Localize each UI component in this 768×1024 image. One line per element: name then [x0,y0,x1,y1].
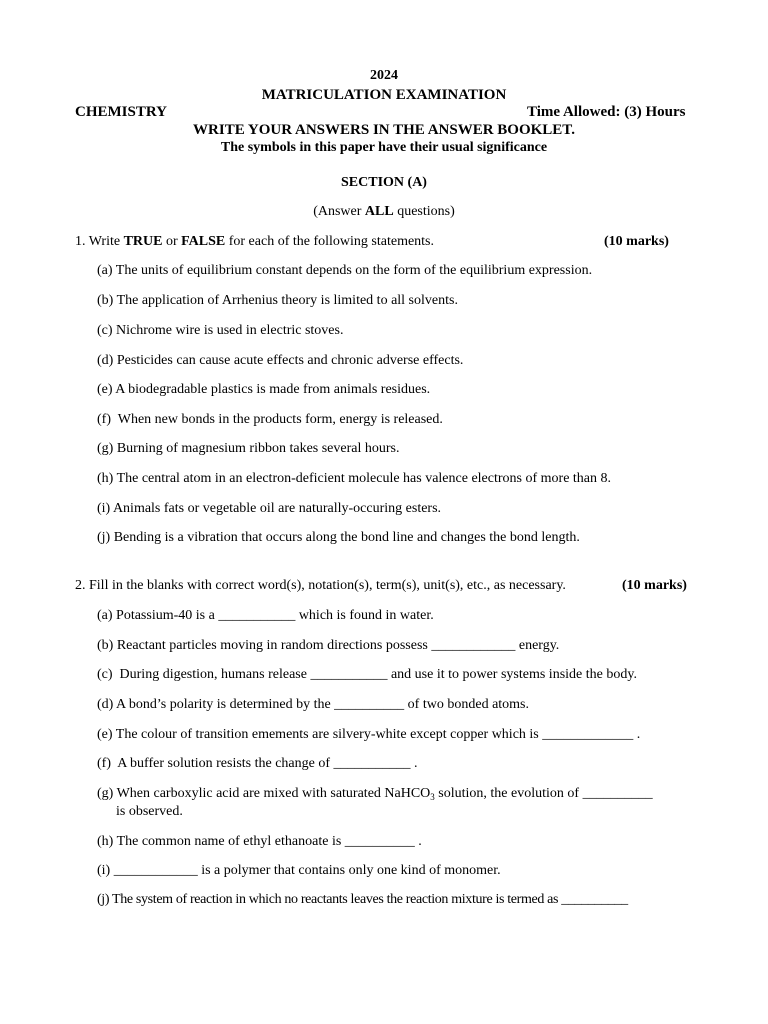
q2-item-i: (i) ____________ is a polymer that contains only one kind of monomer. [97,863,501,878]
q1-item-j: (j) Bending is a vibration that occurs along the bond line and changes the bond length. [97,530,580,545]
q1-item-i: (i) Animals fats or vegetable oil are naturally-occuring esters. [97,501,442,516]
q1-item-b: (b) The application of Arrhenius theory is limited to all solvents. [97,293,458,308]
question-2-heading: 2. Fill in the blanks with correct word(s), notation(s), term(s), unit(s), etc., as necessary. [75,578,566,593]
section-answer-note: (Answer ALL questions) [313,204,455,219]
q2-item-a: (a) Potassium-40 is a ___________ which is found in water. [97,608,434,623]
q1-item-e: (e) A biodegradable plastics is made from animals residues. [97,382,431,397]
section-title: SECTION (A) [341,175,427,190]
q2-item-e: (e) The colour of transition emements are silvery-white except copper which is _____________ . [97,727,641,742]
q2-item-c: (c) During digestion, humans release ___________ and use it to power systems inside the body. [97,667,637,682]
q1-item-g: (g) Burning of magnesium ribbon takes several hours. [97,441,400,456]
q2-item-h: (h) The common name of ethyl ethanoate is __________ . [97,834,422,849]
question-1-heading: 1. Write TRUE or FALSE for each of the following statements. [75,234,435,249]
q2-item-b: (b) Reactant particles moving in random directions possess ____________ energy. [97,638,560,653]
answer-instruction: WRITE YOUR ANSWERS IN THE ANSWER BOOKLET. [193,122,575,138]
q2-item-g: (g) When carboxylic acid are mixed with saturated NaHCO$_3$ solution, the evolution of __________ [97,786,653,802]
symbols-note: The symbols in this paper have their usual significance [220,140,548,155]
subject-name: CHEMISTRY [75,104,167,120]
question-1-marks: (10 marks) [604,234,669,249]
q1-item-h: (h) The central atom in an electron-deficient molecule has valence electrons of more than 8. [97,471,612,486]
question-2-marks: (10 marks) [622,578,687,593]
q1-item-d: (d) Pesticides can cause acute effects and chronic adverse effects. [97,353,464,368]
exam-title: MATRICULATION EXAMINATION [261,87,507,103]
exam-year: 2024 [370,68,398,83]
time-allowed: Time Allowed: (3) Hours [527,104,686,120]
q2-item-f: (f) A buffer solution resists the change of ___________ . [97,756,418,771]
q2-item-j: (j) The system of reaction in which no reactants leaves the reaction mixture is termed as __________ [97,892,628,907]
q1-item-f: (f) When new bonds in the products form, energy is released. [97,412,443,427]
q2-item-g-continuation: is observed. [116,804,183,819]
q1-item-c: (c) Nichrome wire is used in electric stoves. [97,323,344,338]
q2-item-d: (d) A bond’s polarity is determined by the __________ of two bonded atoms. [97,697,530,712]
q1-item-a: (a) The units of equilibrium constant depends on the form of the equilibrium expression. [97,263,593,278]
